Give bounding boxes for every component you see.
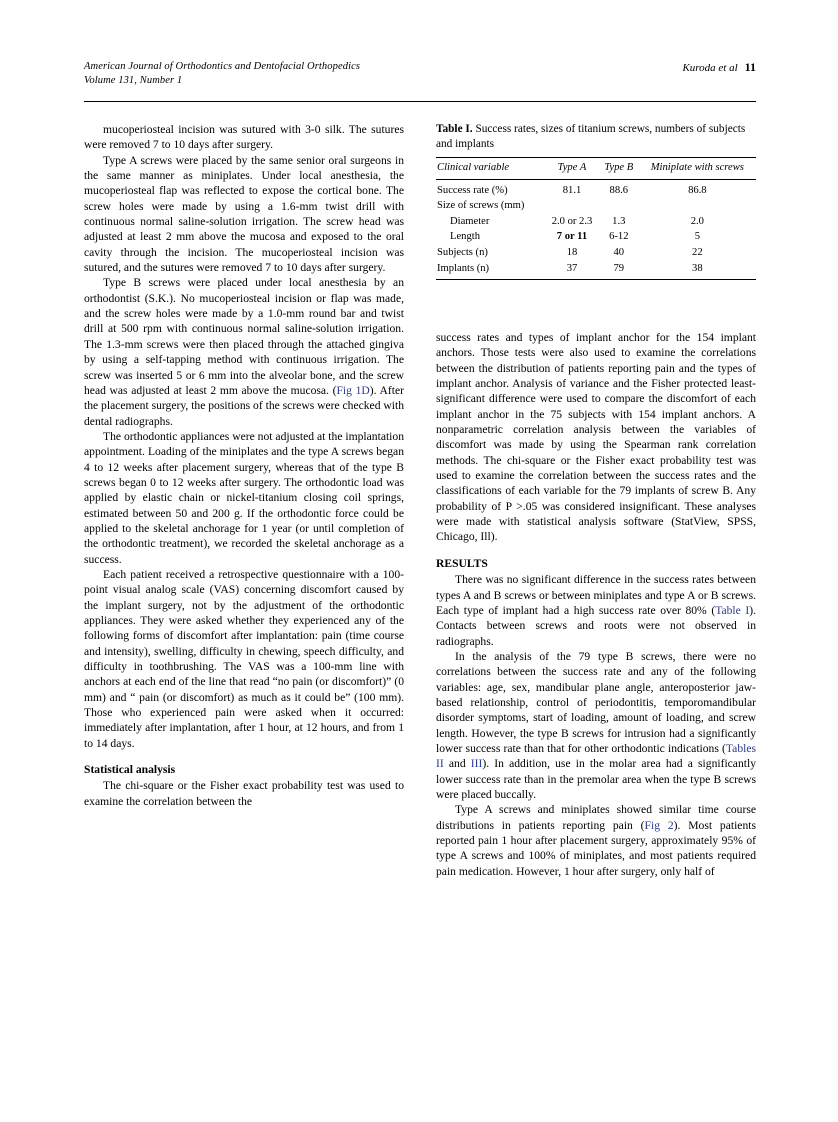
table-1-block xyxy=(436,122,756,280)
column-header-type-a: Type A xyxy=(545,158,599,179)
column-header-clinical-variable: Clinical variable xyxy=(436,158,545,179)
page-number: 11 xyxy=(744,60,756,74)
cell-miniplate: 5 xyxy=(694,231,700,243)
column-header-miniplate: Miniplate with screws xyxy=(639,158,756,179)
success-rates-table xyxy=(436,157,756,279)
table-row xyxy=(436,229,756,245)
table-label: Table I. xyxy=(436,123,473,135)
cross-reference-link[interactable]: III xyxy=(470,757,483,771)
table-caption-text: Success rates, sizes of titanium screws, numbers of subjects and implants xyxy=(436,123,746,150)
table-row xyxy=(436,245,756,261)
table-caption xyxy=(436,122,756,151)
journal-volume-issue: Volume 131, Number 1 xyxy=(84,75,183,86)
cell-type-b xyxy=(599,198,639,214)
cell-type-a: 2.0 or 2.3 xyxy=(551,215,593,227)
table-row xyxy=(436,214,756,230)
cell-type-a: 37 xyxy=(566,262,578,274)
paragraph: mucoperiosteal incision was sutured with 3-0 silk. The sutures were removed 7 to 10 days after surgery. xyxy=(84,123,404,152)
cell-type-a: 81.1 xyxy=(562,184,582,196)
row-label: Subjects (n) xyxy=(437,246,488,258)
left-text-column xyxy=(84,122,404,809)
cell-type-b: 1.3 xyxy=(612,215,626,227)
cross-reference-link[interactable]: Fig 2 xyxy=(644,818,674,832)
author-citation: Kuroda et al xyxy=(682,62,738,74)
row-label: Diameter xyxy=(450,215,490,227)
table-header-row xyxy=(436,158,756,179)
journal-title-block xyxy=(84,60,360,88)
cell-type-a: 7 or 11 xyxy=(556,231,588,243)
cell-miniplate: 86.8 xyxy=(688,184,707,196)
section-heading-results: RESULTS xyxy=(436,556,488,570)
paragraph: The chi-square or the Fisher exact probability test was used to examine the correlation between the xyxy=(84,779,404,808)
cell-type-a xyxy=(545,198,599,214)
cell-miniplate: 2.0 xyxy=(690,215,704,227)
cell-type-a: 18 xyxy=(566,246,578,258)
paragraph: Type A screws were placed by the same senior oral surgeons in the same manner as miniplates. Under local anesthesia, the mucoperiosteal flap was reflected to expose the cortical bone. The screw holes were made by using a 1.6-mm twist drill with continuous normal saline-solution irrigation. The screw head was adjusted at least 2 mm above the mucosa and exposed to the oral cavity through the incision. The mucoperiosteal incision was sutured, and the sutures were removed 7 to 10 days after surgery. xyxy=(84,153,404,275)
table-row xyxy=(436,179,756,198)
cell-miniplate xyxy=(639,198,756,214)
paragraph: Type A screws and miniplates showed similar time course distributions in patients reporting pain (Fig 2). Most patients reported pain 1 hour after placement surgery, approximately 95% of type A screws and 100% of miniplates, and most patients required pain medication. However, 1 hour after surgery, only half of xyxy=(436,803,756,878)
journal-title: American Journal of Orthodontics and Dentofacial Orthopedics xyxy=(84,61,361,72)
right-text-column xyxy=(436,330,756,879)
column-header-type-b: Type B xyxy=(599,158,639,179)
cell-type-b: 79 xyxy=(613,262,625,274)
cross-reference-link[interactable]: Fig 1D xyxy=(336,383,370,397)
paragraph: Each patient received a retrospective questionnaire with a 100-point visual analog scale (VAS) concerning discomfort caused by the implant surgery, not by the adjustment of the orthodontic appliances. They were asked whether they experienced any of the following forms of discomfort after implantation: pain (time course and intensity), swelling, difficulty in chewing, speech difficulty, and difficulty in toothbrushing. The VAS was a 100-mm line with anchors at each end of the line that read “no pain (or discomfort)” (0 mm) and “ pain (or discomfort) as much as it could be” (100 mm). Those who experienced pain were asked when it occurred: immediately after implantation, after 1 hour, at 12 hours, and from 1 to 14 days. xyxy=(84,567,404,750)
running-head xyxy=(84,60,756,88)
cross-reference-link[interactable]: Table I xyxy=(715,603,750,617)
table-row xyxy=(436,198,756,214)
paragraph: In the analysis of the 79 type B screws, there were no correlations between the success rate and any of the following variables: age, sex, mandibular plane angle, anteroposterior jaw-based relationship, control of periodontitis, temporomandibular disorder symptoms, start of loading, amount of loading, and screw length. However, the type B screws for intrusion had a significantly lower success rate than that for other orthodontic indications (Tables II and III). In addition, use in the molar area had a significantly lower success rate than in the premolar area when the type B screws were placed buccally. xyxy=(436,649,756,801)
paragraph: There was no significant difference in the success rates between types A and B screws or between miniplates and type A or B screws. Each type of implant had a high success rate over 80% (Table I). Contacts between screws and roots were not observed in radiographs. xyxy=(436,573,756,648)
running-head-right xyxy=(682,60,756,75)
table-bottom-divider xyxy=(436,279,756,280)
table-row xyxy=(436,260,756,279)
row-label: Implants (n) xyxy=(437,262,490,274)
paragraph: Type B screws were placed under local anesthesia by an orthodontist (S.K.). No mucoperiosteal incision or flap was made, and the screw holes were made by a 1.0-mm round bar and twist drill at 500 rpm with continuous normal saline-solution irrigation. The 1.3-mm screws were then placed through the attached gingiva by using a self-tapping method with continuous irrigation. The screw was inserted 5 or 6 mm into the alveolar bone, and the screw head was adjusted at least 2 mm above the mucosa. (Fig 1D). After the placement surgery, the positions of the screws were checked with dental radiographs. xyxy=(84,276,405,428)
cell-type-b: 6-12 xyxy=(609,231,629,243)
paragraph: success rates and types of implant anchor for the 154 implant anchors. Those tests were also used to examine the correlations between the distribution of patients reporting pain and the types of implant anchor. Analysis of variance and the Fisher protected least-significant difference were used to compare the discomfort of each implant anchor in the 75 subjects with 154 implant anchors. A nonparametric correlation analysis between the variables of discomfort was made by using the Spearman rank correlation methods. The chi-square or the Fisher exact probability test was used to examine the correlation between the success rates and the classifications of each variable for the 79 implants of screw B. Any probability of P >.05 was considered insignificant. These analyses were made with statistical analysis software (StatView, SPSS, Chicago, Ill). xyxy=(436,331,756,544)
cross-reference-link[interactable]: Tables II xyxy=(436,741,756,771)
header-divider xyxy=(84,101,756,102)
row-label: Length xyxy=(450,231,481,243)
paragraph: The orthodontic appliances were not adjusted at the implantation appointment. Loading of the miniplates and the type A screws began 4 to 12 weeks after placement surgery, whereas that of the type B screws began 0 to 12 weeks after surgery. The orthodontic load was applied by elastic chain or nickel-titanium closing coil springs, estimated between 50 and 200 g. If the orthodontic force could be applied to the skeletal anchorage for 1 year (or until completion of the orthodontic treatment), we recorded the skeletal anchorage as a success. xyxy=(84,429,404,566)
row-label: Size of screws (mm) xyxy=(437,200,525,212)
section-heading-statistical-analysis: Statistical analysis xyxy=(84,763,176,777)
cell-miniplate: 22 xyxy=(692,246,703,258)
row-label: Success rate (%) xyxy=(437,184,508,196)
cell-type-b: 88.6 xyxy=(609,184,629,196)
cell-miniplate: 38 xyxy=(692,262,703,274)
cell-type-b: 40 xyxy=(613,246,625,258)
